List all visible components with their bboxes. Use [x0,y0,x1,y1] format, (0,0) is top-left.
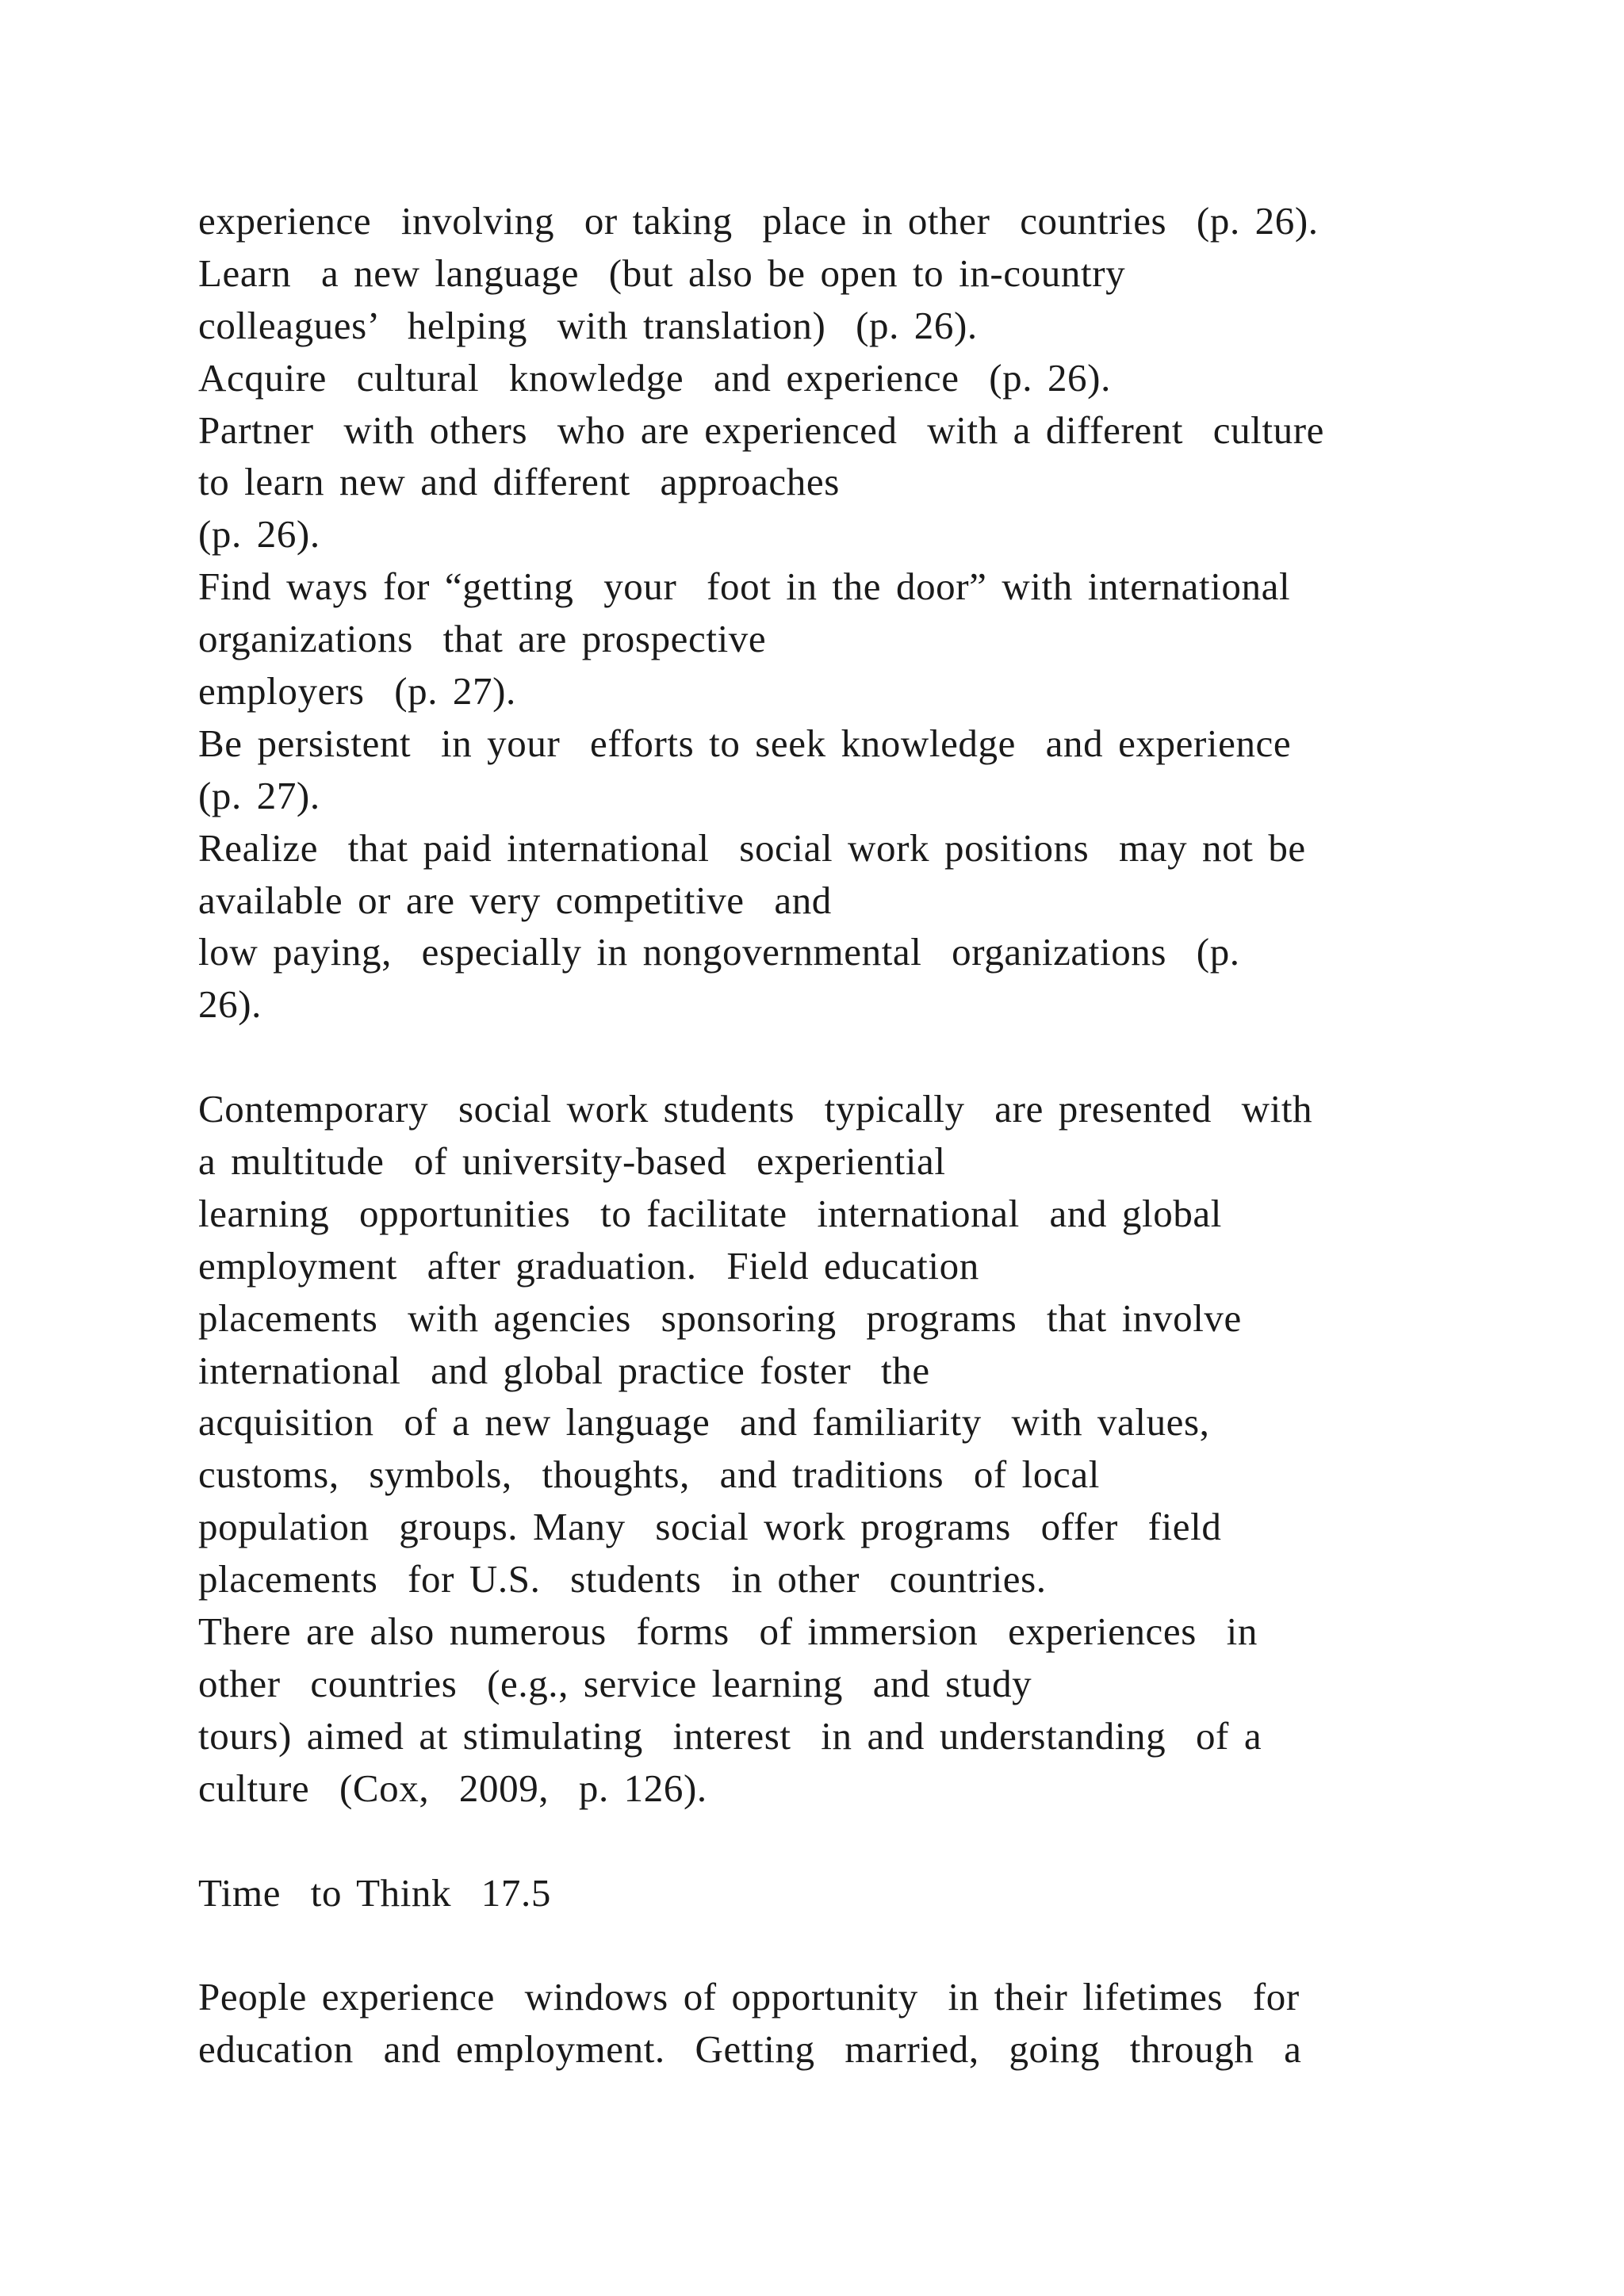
text-line: organizations that are prospective [198,617,767,661]
text-line: (p. 27). [198,773,320,817]
text-line: employers (p. 27). [198,669,516,714]
text-line: People experience windows of opportunity in their lifetimes for [198,1975,1300,2019]
text-line: available or are very competitive and [198,878,832,922]
text-line: learning opportunities to facilitate international and global [198,1191,1222,1235]
text-line: Find ways for “getting your foot in the door” with international [198,564,1291,609]
text-line: (p. 26). [198,512,320,557]
text-line: Contemporary social work students typically are presented with [198,1087,1313,1131]
text-line: other countries (e.g., service learning and study [198,1661,1032,1705]
document-body [198,195,1562,2076]
text-line: placements with agencies sponsoring programs that involve [198,1295,1242,1340]
text-line: 26). [198,982,262,1027]
text-line: tours) aimed at stimulating interest in and understanding of a [198,1713,1262,1758]
text-line: There are also numerous forms of immersion experiences in [198,1609,1258,1654]
text-line: Acquire cultural knowledge and experience (p. 26). [198,355,1111,400]
text-line: international and global practice foster the [198,1348,930,1392]
paragraph-gap [198,1031,1562,1083]
text-line: colleagues’ helping with translation) (p. 26). [198,303,978,347]
text-line: population groups. Many social work programs offer field [198,1505,1222,1549]
text-line: employment after graduation. Field education [198,1243,979,1288]
text-line: placements for U.S. students in other countries. [198,1557,1047,1601]
paragraph-gap [198,1919,1562,1971]
text-line: Be persistent in your efforts to seek knowledge and experience [198,721,1292,765]
text-line: Learn a new language (but also be open to in-country [198,251,1126,295]
text-line: customs, symbols, thoughts, and traditions of local [198,1452,1100,1497]
text-line: education and employment. Getting married, going through a [198,2027,1302,2072]
section-heading: Time to Think 17.5 [198,1870,551,1915]
text-line: low paying, especially in nongovernmental organizations (p. [198,930,1240,974]
text-line: culture (Cox, 2009, p. 126). [198,1766,707,1810]
text-line: acquisition of a new language and familiarity with values, [198,1400,1210,1445]
text-line: experience involving or taking place in other countries (p. 26). [198,199,1319,243]
text-line: to learn new and different approaches [198,460,840,504]
text-line: Partner with others who are experienced with a different culture [198,408,1324,452]
text-line: a multitude of university-based experiential [198,1139,946,1184]
paragraph-gap [198,1815,1562,1867]
text-line: Realize that paid international social work positions may not be [198,825,1306,870]
